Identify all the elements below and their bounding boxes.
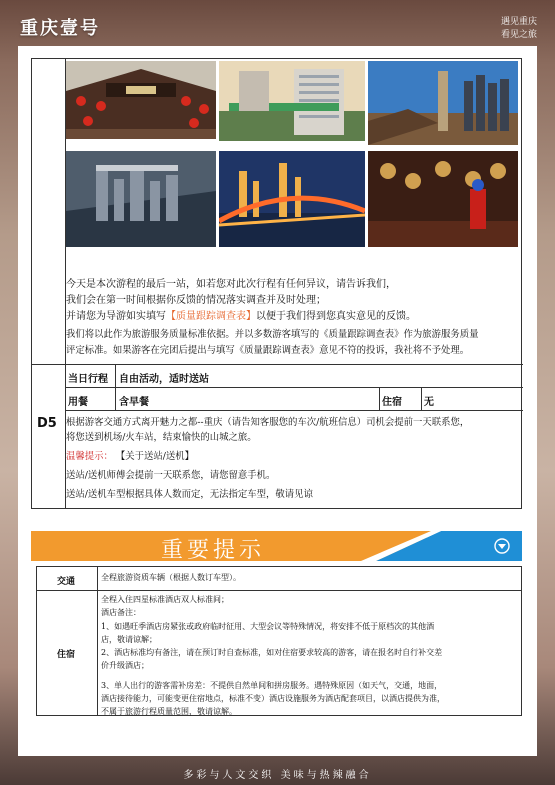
stay-note-line: 全程入住四星标准酒店双人标准间； [101, 595, 229, 604]
survey-highlight: 【质量跟踪调查表】 [166, 311, 256, 322]
photo-aerial [66, 151, 216, 247]
stay-notes-label: 住宿 [57, 650, 76, 660]
slogan-line-2: 看见之旅 [500, 30, 537, 40]
intro-line-1: 今天是本次游程的最后一站，如若您对此次行程有任何异议，请告诉我们， [66, 279, 396, 290]
intro-line-3-end: 以便于我们得到您真实意见的反馈。 [256, 311, 416, 322]
tip-heading [66, 449, 194, 465]
stay-note-line: 2、酒店标准均有备注，请在预订时自查标准，如对住宿要求较高的游客，请在报名时自行补交差 [101, 648, 443, 658]
stay-note-line: 价升级酒店； [101, 661, 149, 671]
traffic-value: 全程旅游资质车辆（根据人数订车型）。 [101, 573, 241, 582]
day-desc-2: 将您送到机场/火车站，结束愉快的山城之旅。 [66, 432, 257, 443]
stay-note-line: 不属于旅游行程质量范围，敬请谅解。 [101, 707, 237, 717]
intro-line-2: 我们会在第一时间根据你反馈的情况落实调查并及时处理； [66, 295, 326, 306]
chevron-down-icon [494, 538, 510, 554]
itinerary-value: 自由活动，适时送站 [119, 374, 209, 385]
notes-table-row [37, 590, 521, 591]
stay-note-line: 酒店接待能力，可能变更住宿地点，标准不变）酒店设施服务为酒店配套项目，以酒店提供为准， [101, 694, 445, 704]
photo-bridge-night [219, 151, 365, 247]
itinerary-section [31, 58, 522, 509]
stay-value: 无 [424, 397, 434, 408]
stay-label: 住宿 [382, 397, 402, 408]
stay-notes [101, 593, 519, 719]
day-table-col-1 [115, 364, 116, 410]
stay-note-line: 1、如遇旺季酒店房紧张或政府临时征用、大型会议等特殊情况，将安排不低于原档次的其他酒 [101, 621, 435, 631]
header [0, 0, 555, 50]
photo-monorail [219, 61, 365, 141]
important-notes-banner [31, 531, 522, 561]
intro-line-3 [66, 309, 416, 325]
stay-note-line: 3、单人出行的游客需补房差：不提供自然单间和拼房服务。遇特殊原因（如天气，交通，地面， [101, 680, 443, 690]
document-page [18, 46, 537, 756]
notes-table [36, 566, 522, 716]
meal-label: 用餐 [68, 397, 88, 408]
stay-note-line: 店，敬请谅解； [101, 634, 157, 644]
meal-value: 含早餐 [119, 397, 149, 408]
day-table-col-2 [379, 387, 380, 410]
banner-title: 重要提示 [161, 538, 266, 563]
day-label: D5 [37, 416, 57, 431]
traffic-label: 交通 [57, 577, 76, 587]
divider-meal [65, 410, 523, 411]
intro-line-4: 我们将以此作为旅游服务质量标准依据。并以多数游客填写的《质量跟踪调查表》作为旅游服务质量 [66, 329, 479, 340]
brand-logo: 重庆壹号 [20, 18, 100, 39]
divider-itinerary [65, 387, 523, 388]
brand-slogan [501, 16, 537, 42]
tip-label: 温馨提示： [66, 451, 113, 462]
tip-title: 【关于送站/送机】 [115, 451, 195, 462]
intro-line-3-start: 并请您为导游如实填写 [66, 311, 166, 322]
photo-skyline [368, 61, 518, 145]
tip-line-1: 送站/送机师傅会提前一天联系您，请您留意手机。 [66, 470, 276, 481]
tip-line-2: 送站/送机车型根据具体人数而定，无法指定车型，敬请见谅 [66, 489, 313, 500]
itinerary-label: 当日行程 [68, 374, 108, 385]
divider-day [32, 364, 523, 365]
day-desc-1: 根据游客交通方式离开魅力之都--重庆（请告知客服您的车次/航班信息）司机会提前一天联系您， [66, 417, 470, 428]
footer-slogan: 多彩与人文交织 美味与热辣融合 [183, 770, 372, 781]
photo-ciqikou [66, 61, 216, 139]
day-table-col-3 [421, 387, 422, 410]
stay-note-line: 酒店备注： [101, 608, 141, 618]
intro-line-5: 评定标准。如果游客在完团后提出与填写《质量跟踪调查表》意见不符的投诉，我社将不予处理。 [66, 345, 470, 356]
slogan-line-1: 遇见重庆 [500, 17, 537, 27]
photo-opera [368, 151, 518, 247]
